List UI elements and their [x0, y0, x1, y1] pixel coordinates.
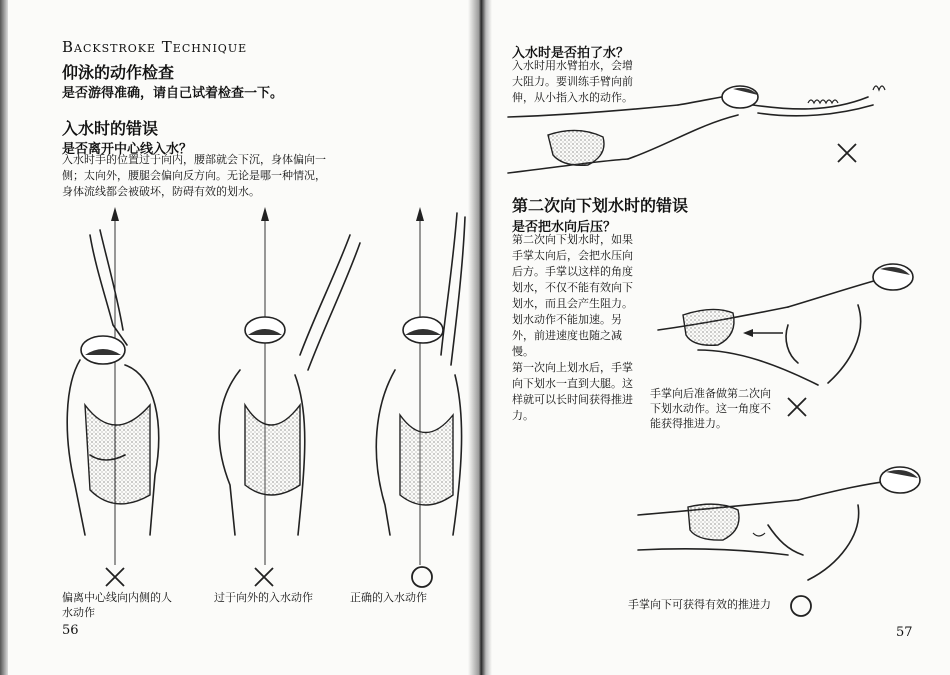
page-edge-shadow — [0, 0, 8, 675]
figure-slap-water — [508, 75, 948, 185]
section-heading: 第二次向下划水时的错误 — [512, 196, 689, 215]
caption-inward — [62, 590, 202, 620]
section-title-english: Backstroke Technique — [62, 38, 248, 56]
body-line: 划水动作不能加速。另 — [512, 313, 622, 326]
page-title: 仰泳的动作检查 — [62, 63, 175, 82]
caption-line: 手掌向后准备做第二次向 — [650, 387, 771, 400]
body-line: 第二次向下划水时，如果 — [512, 233, 633, 246]
body-text — [512, 232, 652, 424]
correct-mark-icon — [410, 565, 434, 589]
body-line: 侧；太向外，腰腿会偏向反方向。无论是哪一种情况， — [62, 169, 326, 182]
caption-correct: 手掌向下可获得有效的推进力 — [628, 598, 771, 611]
figure-correct-entry — [345, 205, 478, 575]
body-line: 大阻力。要训练手臂向前 — [512, 75, 633, 88]
correct-mark-icon — [789, 594, 813, 618]
section-heading: 入水时的错误 — [62, 119, 159, 138]
body-line: 入水时用水臂拍水，会增 — [512, 59, 633, 72]
wrong-mark-icon — [253, 566, 275, 588]
section-subheading: 是否把水向后压？ — [512, 220, 617, 235]
right-page — [478, 0, 950, 675]
top-heading: 入水时是否拍了水？ — [512, 46, 630, 61]
caption-wrong — [650, 386, 790, 431]
body-text — [62, 152, 362, 200]
page-number: 57 — [896, 625, 913, 640]
caption-line: 能获得推进力。 — [650, 417, 727, 430]
page-subtitle: 是否游得准确，请自己试着检查一下。 — [62, 86, 284, 101]
body-line: 慢。 — [512, 345, 534, 358]
body-line: 向下划水一直到大腿。这 — [512, 377, 633, 390]
caption-correct: 正确的入水动作 — [350, 591, 427, 604]
section-subheading: 是否离开中心线入水？ — [62, 142, 193, 157]
body-line: 第一次向上划水后，手掌 — [512, 361, 633, 374]
figure-outward-entry — [200, 205, 350, 575]
body-line: 力。 — [512, 409, 534, 422]
figure-inward-entry — [55, 205, 205, 575]
caption-line: 下划水动作。这一角度不 — [650, 402, 771, 415]
body-line: 外，前进速度也随之减 — [512, 329, 622, 342]
wrong-mark-icon — [104, 566, 126, 588]
page-number: 56 — [62, 623, 79, 638]
figure-press-back — [658, 255, 928, 395]
body-line: 后方。手掌以这样的角度 — [512, 265, 633, 278]
body-line: 样就可以长时间获得推进 — [512, 393, 633, 406]
body-line: 入水时手的位置过于向内，腰部就会下沉，身体偏向一 — [62, 153, 326, 166]
book-gutter — [468, 0, 492, 675]
body-line: 手掌太向后，会把水压向 — [512, 249, 633, 262]
caption-line: 水动作 — [62, 606, 95, 619]
caption-line: 偏离中心线向内侧的人 — [62, 591, 172, 604]
body-line: 划水，而且会产生阻力。 — [512, 297, 633, 310]
body-line: 伸，从小指入水的动作。 — [512, 91, 633, 104]
caption-outward: 过于向外的入水动作 — [214, 591, 313, 604]
wrong-mark-icon — [836, 142, 858, 164]
figure-push-down — [638, 455, 928, 595]
body-line: 划水，不仅不能有效向下 — [512, 281, 633, 294]
body-line: 身体流线都会被破坏，防碍有效的划水。 — [62, 185, 260, 198]
